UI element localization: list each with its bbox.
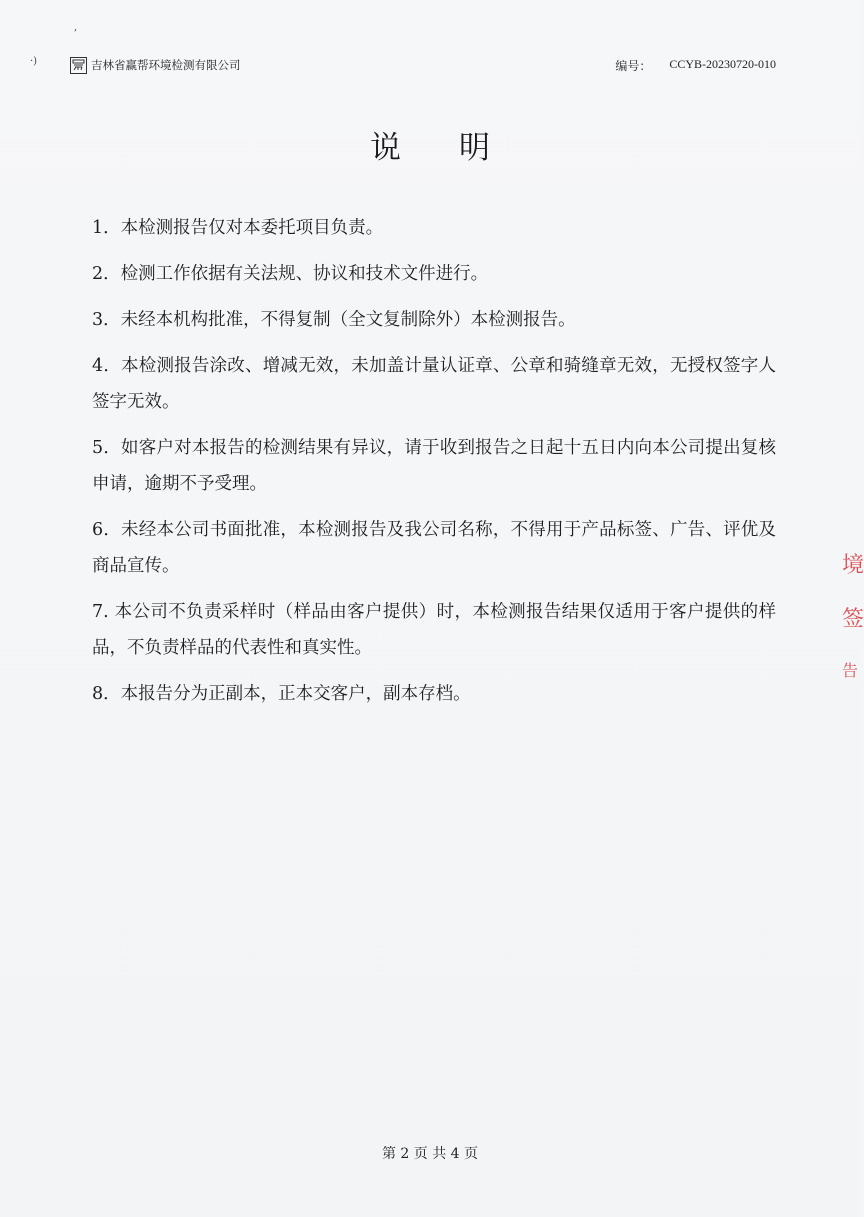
company-block <box>70 57 241 74</box>
notice-list <box>92 210 776 722</box>
scan-mark: , <box>74 22 78 33</box>
report-number-label: 编号： <box>615 58 652 73</box>
notice-item: 8．本报告分为正副本，正本交客户，副本存档。 <box>92 684 471 704</box>
report-number-value: CCYB-20230720-010 <box>669 56 776 71</box>
page-header <box>70 54 776 76</box>
stamp-char: 告 <box>842 661 859 680</box>
notice-item: 6．未经本公司书面批准，本检测报告及我公司名称，不得用于产品标签、广告、评优及商品宣传。 <box>92 520 776 576</box>
seam-stamp <box>836 540 864 720</box>
notice-item: 4．本检测报告涂改、增减无效，未加盖计量认证章、公章和骑缝章无效，无授权签字人签字无效。 <box>92 356 776 412</box>
notice-item: 1．本检测报告仅对本委托项目负责。 <box>92 218 384 238</box>
report-number <box>615 57 776 74</box>
page-footer: 第 2 页 共 4 页 <box>381 1146 479 1162</box>
stamp-char: 境 <box>842 553 864 578</box>
page-title: 说明 <box>370 130 548 166</box>
stamp-char: 签 <box>842 607 864 632</box>
notice-item: 3．未经本机构批准，不得复制（全文复制除外）本检测报告。 <box>92 310 576 330</box>
notice-item: 2．检测工作依据有关法规、协议和技术文件进行。 <box>92 264 489 284</box>
company-logo-icon <box>70 57 87 74</box>
scan-mark: ·) <box>30 56 38 67</box>
notice-item: 5．如客户对本报告的检测结果有异议，请于收到报告之日起十五日内向本公司提出复核申请，逾期不予受理。 <box>92 438 776 494</box>
company-name: 吉林省赢帮环境检测有限公司 <box>91 58 241 72</box>
notice-item: 7. 本公司不负责采样时（样品由客户提供）时，本检测报告结果仅适用于客户提供的样品，不负责样品的代表性和真实性。 <box>92 602 776 658</box>
